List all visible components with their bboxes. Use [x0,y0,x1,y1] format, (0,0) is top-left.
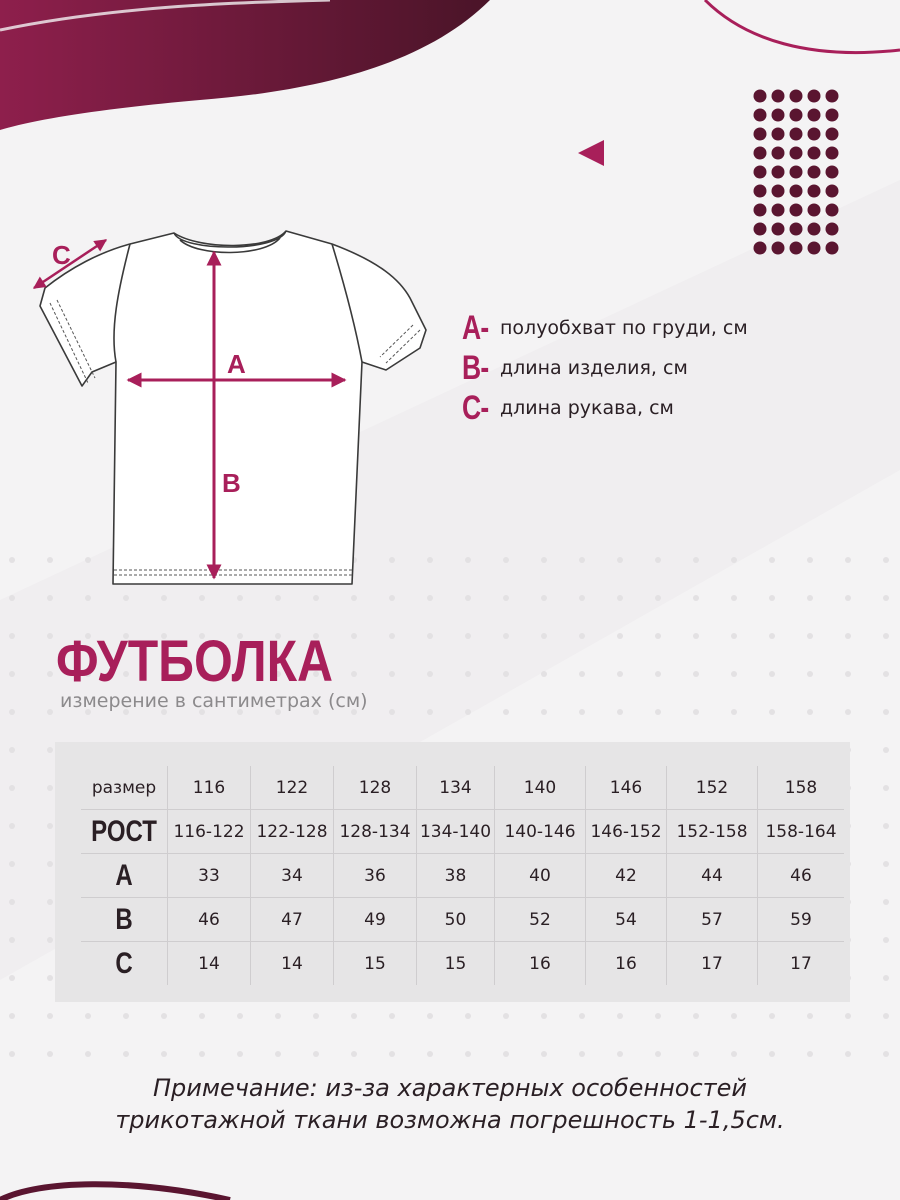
faint-dot [883,1051,889,1057]
table-cell: 128-134 [334,810,417,854]
dot [754,204,767,217]
faint-dot [313,595,319,601]
faint-dot [237,595,243,601]
table-cell: 36 [334,854,417,898]
faint-dot [655,595,661,601]
faint-dot [427,633,433,639]
faint-dot [237,1013,243,1019]
table-row [81,810,844,854]
faint-dot [883,1013,889,1019]
dot [772,109,785,122]
faint-dot [9,747,15,753]
dot-grid-decoration [754,90,839,255]
faint-dot [123,595,129,601]
table-cell: 146-152 [586,810,667,854]
faint-dot [655,1013,661,1019]
faint-dot [807,633,813,639]
faint-dot [9,975,15,981]
faint-dot [9,557,15,563]
faint-dot [883,823,889,829]
faint-dot [579,1013,585,1019]
faint-dot [199,1013,205,1019]
faint-dot [883,861,889,867]
table-cell: 134-140 [417,810,495,854]
faint-dot [731,557,737,563]
diagram-label-a: A [227,349,246,379]
faint-dot [389,557,395,563]
faint-dot [199,595,205,601]
row-label: A [90,854,159,898]
faint-dot [769,633,775,639]
faint-dot [351,1051,357,1057]
dot [772,90,785,103]
dot [754,128,767,141]
faint-dot [807,557,813,563]
faint-dot [465,595,471,601]
faint-dot [617,709,623,715]
faint-dot [845,709,851,715]
legend-item-c [462,388,748,428]
diagram-label-c: C [52,240,71,270]
faint-dot [579,557,585,563]
faint-dot [883,633,889,639]
faint-dot [47,671,53,677]
faint-dot [351,1013,357,1019]
faint-dot [769,1013,775,1019]
table-row [81,766,844,810]
row-label: C [115,946,133,980]
table-cell: 52 [495,898,586,942]
table-cell: 122 [251,766,334,810]
dot [826,90,839,103]
faint-dot [769,595,775,601]
faint-dot [47,861,53,867]
faint-dot [617,595,623,601]
faint-dot [693,671,699,677]
table-cell: 15 [417,942,495,986]
dot [754,185,767,198]
faint-dot [47,975,53,981]
faint-dot [85,1013,91,1019]
table-cell: 40 [495,854,586,898]
top-left-wave [0,0,490,130]
faint-dot [617,671,623,677]
faint-dot [617,633,623,639]
dot [790,223,803,236]
faint-dot [47,823,53,829]
table-cell: 116 [168,766,251,810]
faint-dot [427,671,433,677]
faint-dot [9,595,15,601]
dot [772,147,785,160]
faint-dot [503,557,509,563]
dot [826,223,839,236]
faint-dot [275,1013,281,1019]
faint-dot [465,671,471,677]
faint-dot [47,557,53,563]
faint-dot [541,557,547,563]
faint-dot [503,671,509,677]
faint-dot [85,1051,91,1057]
faint-dot [389,1051,395,1057]
table-cell: 57 [667,898,758,942]
table-cell: 140 [495,766,586,810]
faint-dot [883,785,889,791]
faint-dot [541,595,547,601]
faint-dot [541,1051,547,1057]
table-cell: 146 [586,766,667,810]
table-cell: 59 [758,898,845,942]
table-cell: 46 [758,854,845,898]
bottom-left-arc [0,1184,230,1200]
dot [808,185,821,198]
faint-dot [883,937,889,943]
row-label: РОСТ [90,810,159,854]
table-cell: 140-146 [495,810,586,854]
faint-dot [427,1051,433,1057]
dot [772,223,785,236]
table-cell: 152 [667,766,758,810]
faint-dot [541,671,547,677]
faint-dot [9,899,15,905]
legend-key: B- [462,348,489,387]
faint-dot [693,633,699,639]
faint-dot [807,595,813,601]
dot [790,242,803,255]
faint-dot [769,1051,775,1057]
faint-dot [47,595,53,601]
faint-dot [883,899,889,905]
faint-dot [389,1013,395,1019]
faint-dot [883,671,889,677]
legend-text: длина рукава, см [500,397,674,419]
faint-dot [655,709,661,715]
faint-dot [769,709,775,715]
faint-dot [883,595,889,601]
faint-dot [503,709,509,715]
dot [826,185,839,198]
faint-dot [541,633,547,639]
faint-dot [9,671,15,677]
dot [754,223,767,236]
faint-dot [275,595,281,601]
dot [754,242,767,255]
table-cell: 33 [168,854,251,898]
table-cell: 16 [586,942,667,986]
faint-dot [693,1013,699,1019]
dot [790,185,803,198]
faint-dot [845,671,851,677]
table-cell: 14 [251,942,334,986]
top-right-arc [705,0,900,53]
faint-dot [541,709,547,715]
dot [808,147,821,160]
legend-key: C- [462,388,489,427]
faint-dot [351,671,357,677]
faint-dot [693,709,699,715]
faint-dot [579,709,585,715]
dot [826,147,839,160]
table-row [81,854,844,898]
legend-item-a [462,308,748,348]
table-cell: 50 [417,898,495,942]
dot [826,204,839,217]
faint-dot [693,1051,699,1057]
faint-dot [9,785,15,791]
faint-dot [579,633,585,639]
faint-dot [199,1051,205,1057]
table-cell: 44 [667,854,758,898]
faint-dot [883,709,889,715]
faint-dot [465,709,471,715]
faint-dot [845,557,851,563]
table-cell: 17 [758,942,845,986]
faint-dot [579,1051,585,1057]
table-cell: 15 [334,942,417,986]
faint-dot [807,709,813,715]
faint-dot [427,1013,433,1019]
footnote-line-2: трикотажной ткани возможна погрешность 1-1,5см. [115,1106,785,1134]
faint-dot [85,595,91,601]
faint-dot [47,785,53,791]
dot [772,185,785,198]
faint-dot [579,671,585,677]
faint-dot [465,1051,471,1057]
table-cell: 152-158 [667,810,758,854]
faint-dot [47,747,53,753]
faint-dot [731,1051,737,1057]
faint-dot [465,1013,471,1019]
faint-dot [351,633,357,639]
faint-dot [731,709,737,715]
table-cell: 47 [251,898,334,942]
table-cell: 49 [334,898,417,942]
faint-dot [845,595,851,601]
dot [790,166,803,179]
dot [826,242,839,255]
faint-dot [47,937,53,943]
table-cell: 128 [334,766,417,810]
faint-dot [655,671,661,677]
faint-dot [427,709,433,715]
faint-dot [389,709,395,715]
dot [808,223,821,236]
dot [754,166,767,179]
faint-dot [503,633,509,639]
faint-dot [807,1051,813,1057]
faint-dot [883,747,889,753]
table-cell: 14 [168,942,251,986]
table-cell: 158-164 [758,810,845,854]
faint-dot [503,1051,509,1057]
table-row [81,898,844,942]
faint-dot [85,557,91,563]
table-cell: 46 [168,898,251,942]
faint-dot [883,557,889,563]
diagram-label-b: B [222,468,241,498]
footnote [0,1072,900,1136]
faint-dot [465,633,471,639]
dot [808,242,821,255]
dot [808,109,821,122]
table-cell: 42 [586,854,667,898]
dot [790,204,803,217]
dot [826,128,839,141]
table-cell: 134 [417,766,495,810]
table-cell: 116-122 [168,810,251,854]
faint-dot [47,1051,53,1057]
faint-dot [123,1051,129,1057]
table-cell: 158 [758,766,845,810]
dot [772,128,785,141]
dot [808,128,821,141]
legend-item-b [462,348,748,388]
faint-dot [617,557,623,563]
dot [808,90,821,103]
dot [754,147,767,160]
faint-dot [807,671,813,677]
table-cell: 122-128 [251,810,334,854]
faint-dot [617,1051,623,1057]
faint-dot [693,595,699,601]
faint-dot [389,633,395,639]
table-cell: 17 [667,942,758,986]
faint-dot [845,1051,851,1057]
faint-dot [313,1013,319,1019]
faint-dot [427,595,433,601]
dot [808,204,821,217]
faint-dot [313,1051,319,1057]
faint-dot [47,899,53,905]
dot [790,147,803,160]
measurement-legend [462,308,748,428]
faint-dot [845,1013,851,1019]
dot [808,166,821,179]
faint-dot [161,1051,167,1057]
faint-dot [9,823,15,829]
dot [790,128,803,141]
faint-dot [541,1013,547,1019]
triangle-decoration [578,140,604,166]
dot [772,204,785,217]
faint-dot [47,633,53,639]
faint-dot [161,595,167,601]
table-cell: 16 [495,942,586,986]
faint-dot [9,1013,15,1019]
page-subtitle: измерение в сантиметрах (см) [60,690,368,712]
page-title: ФУТБОЛКА [56,629,334,694]
faint-dot [9,937,15,943]
faint-dot [47,1013,53,1019]
table-cell: 34 [251,854,334,898]
legend-text: длина изделия, см [500,357,688,379]
faint-dot [9,1051,15,1057]
footnote-line-1: Примечание: из-за характерных особенностей [152,1074,748,1102]
dot [790,109,803,122]
table-cell: 38 [417,854,495,898]
row-label: размер [81,766,168,810]
faint-dot [769,557,775,563]
legend-key: A- [462,308,489,347]
dot [826,109,839,122]
faint-dot [655,633,661,639]
dot [772,242,785,255]
faint-dot [427,557,433,563]
faint-dot [731,1013,737,1019]
faint-dot [503,595,509,601]
faint-dot [845,633,851,639]
faint-dot [579,595,585,601]
faint-dot [807,1013,813,1019]
dot [754,90,767,103]
faint-dot [655,557,661,563]
dot [772,166,785,179]
faint-dot [9,861,15,867]
faint-dot [123,1013,129,1019]
faint-dot [275,1051,281,1057]
faint-dot [237,1051,243,1057]
faint-dot [351,595,357,601]
faint-dot [389,595,395,601]
dot [826,166,839,179]
faint-dot [9,709,15,715]
legend-text: полуобхват по груди, см [500,317,748,339]
faint-dot [47,709,53,715]
dot [754,109,767,122]
faint-dot [503,1013,509,1019]
table-cell: 54 [586,898,667,942]
faint-dot [655,1051,661,1057]
faint-dot [389,671,395,677]
faint-dot [465,557,471,563]
size-table-panel [55,742,850,1002]
faint-dot [731,633,737,639]
dot [790,90,803,103]
faint-dot [161,1013,167,1019]
faint-dot [731,671,737,677]
faint-dot [769,671,775,677]
size-table [81,766,844,985]
table-row [81,942,844,986]
faint-dot [731,595,737,601]
row-label: B [90,898,159,942]
faint-dot [693,557,699,563]
faint-dot [9,633,15,639]
faint-dot [617,1013,623,1019]
faint-dot [883,975,889,981]
